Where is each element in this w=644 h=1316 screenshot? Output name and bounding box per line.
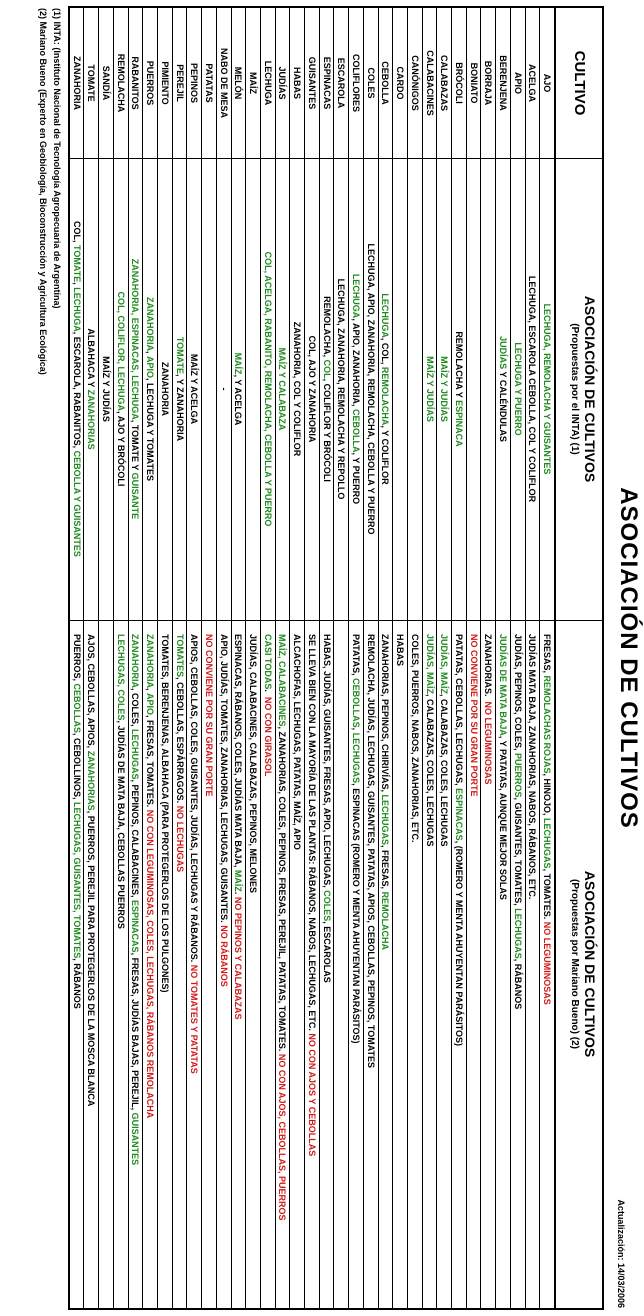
text-segment: JUDÍAS, CALABACINES, CALABAZAS, PEPINOS, MELONES xyxy=(248,634,259,894)
text-segment: HABAS xyxy=(395,634,406,667)
crop-name: PEPINOS xyxy=(189,62,200,103)
table-row xyxy=(378,8,393,1308)
crop-association-table xyxy=(68,6,604,1310)
inta-association xyxy=(276,158,290,620)
crop-name: RABANITOS xyxy=(130,56,141,110)
text-segment: , ESCAROLA, RABANITOS, xyxy=(71,331,82,451)
text-segment: NO PEPINOS Y CALABAZAS xyxy=(233,896,244,1020)
bueno-association xyxy=(261,620,275,1308)
crop-name: MELÓN xyxy=(233,66,244,100)
crop-name: MAÍZ xyxy=(248,72,259,94)
text-segment: , COL, xyxy=(380,337,391,367)
text-segment: LECHUGA, ESCAROLA CEBOLLA, COL Y COLIFLOR xyxy=(527,275,538,503)
inta-association xyxy=(320,158,334,620)
text-segment: CEBOLLA xyxy=(351,408,362,453)
inta-association xyxy=(452,158,466,620)
text-segment: REMOLACHA xyxy=(380,891,391,951)
text-segment: , FRESAS, xyxy=(380,845,391,892)
bueno-association xyxy=(217,620,231,1308)
text-segment: APIO, JUDÍAS, TOMATES, ZANAHORIAS, LECHUGAS, GUISANTES. xyxy=(218,634,229,926)
crop-name: BRÓCOLI xyxy=(453,62,464,104)
text-segment: MAÍZ xyxy=(233,352,244,375)
inta-association xyxy=(290,158,304,620)
text-segment: JUDÍAS, MAÍZ xyxy=(424,634,435,695)
text-segment: COL, COLIFLOR, LECHUGA xyxy=(115,291,126,412)
column-divider xyxy=(556,158,602,159)
text-segment: , FRESAS, JUDÍAS BAJAS, PEREJIL, xyxy=(130,952,141,1113)
table-body xyxy=(70,8,554,1308)
inta-association xyxy=(143,158,157,620)
table-row xyxy=(245,8,260,1308)
text-segment: NO CONVIENE POR SU GRAN PORTE xyxy=(468,634,479,797)
crop-name: BORRAJA xyxy=(483,60,494,106)
bueno-association xyxy=(320,620,334,1308)
text-segment: - xyxy=(218,387,229,391)
bueno-association xyxy=(540,620,554,1308)
crop-name: JUDÍAS xyxy=(277,66,288,100)
text-segment: NO CON GIRASOL xyxy=(262,696,273,777)
bueno-association xyxy=(437,620,451,1308)
inta-association xyxy=(261,158,275,620)
inta-association xyxy=(467,158,481,620)
text-segment: GUISANTE xyxy=(130,472,141,520)
text-segment: NO CON AJOS, CEBOLLAS, PUERROS xyxy=(277,1053,288,1221)
bueno-association xyxy=(173,620,187,1308)
crop-name: CARDO xyxy=(395,66,406,100)
text-segment: NO CON LEGUMINOSAS, COLES, LECHUGAS, RÁBANOS REMOLACHA xyxy=(145,809,156,1119)
text-segment: LECHUGA xyxy=(71,287,82,332)
text-segment: JUDÍAS, PEPINOS, COLES, xyxy=(512,634,523,754)
text-segment: , RÁBANOS xyxy=(71,958,82,1009)
text-segment: ZANAHORIAS. xyxy=(483,634,494,702)
column-divider xyxy=(70,620,554,621)
text-segment: JUDÍAS, MAÍZ xyxy=(439,634,450,695)
text-segment: APIO xyxy=(145,355,156,378)
crop-name: CALABAZAS xyxy=(439,55,450,111)
table-row xyxy=(525,8,540,1308)
inta-association xyxy=(349,158,363,620)
text-segment: REMOLACHAS ROJAS xyxy=(542,675,553,774)
crop-name: BERENJENA xyxy=(498,55,509,111)
text-segment: , xyxy=(351,727,362,733)
text-segment: ALBAHACA Y xyxy=(86,328,97,390)
footnote-inta: (1) INTA: (Instituto Nacional de Tecnología Agropecuaria de Argentina) xyxy=(52,8,62,309)
table-row xyxy=(436,8,451,1308)
bueno-association xyxy=(187,620,201,1308)
text-segment: , ESPINACAS (ROMERO Y MENTA AHUYENTAN PARÁSITOS) xyxy=(351,783,362,1044)
crop-name: BONIATO xyxy=(468,62,479,104)
text-segment: NO LECHUGAS xyxy=(174,805,185,873)
text-segment: NO TOMATES Y PATATAS xyxy=(189,964,200,1074)
header-bueno xyxy=(556,620,602,1308)
text-segment: , Y PUERRO xyxy=(351,452,362,505)
text-segment: NO CONVIENE POR SU GRAN PORTE xyxy=(203,634,214,797)
text-segment: APIOS, CEBOLLAS, COLES, GUISANTES, JUDÍAS, LECHUGAS Y RÁBANOS. xyxy=(189,634,200,965)
header-cultivo xyxy=(556,8,602,158)
table-row xyxy=(84,8,99,1308)
text-segment: , (ROMERO Y MENTA AHUYENTAN PARÁSITOS) xyxy=(453,840,464,1047)
crop-name: NABO DE MESA xyxy=(218,47,229,118)
text-segment: , Y ACELGA xyxy=(233,374,244,426)
header-bueno-title: ASOCIACIÓN DE CULTIVOS xyxy=(582,870,598,1058)
table-row xyxy=(128,8,143,1308)
text-segment: MAÍZ xyxy=(233,869,244,892)
bueno-association xyxy=(496,620,510,1308)
bueno-association xyxy=(276,620,290,1308)
text-segment: REMOLACHA, xyxy=(321,296,332,360)
text-segment: , xyxy=(145,350,156,356)
text-segment: , Y PATATAS, AUNQUE MEJOR SOLAS xyxy=(498,735,509,900)
text-segment: COL xyxy=(321,359,332,379)
crop-name: CEBOLLA xyxy=(380,61,391,105)
header-inta-title: ASOCIACIÓN DE CULTIVOS xyxy=(582,295,598,483)
bueno-association xyxy=(467,620,481,1308)
text-segment: MAÍZ, CALABACINES xyxy=(277,634,288,727)
text-segment: , PUERROS, PEREJIL PARA PROTEGERLOS DE LA MOSCA BLANCA xyxy=(86,810,97,1107)
text-segment: REMOLACHA xyxy=(380,366,391,426)
bueno-association xyxy=(452,620,466,1308)
crop-name: GUISANTES xyxy=(306,56,317,110)
header-bueno-subtitle: (Propuestas por Mariano Bueno) (2) xyxy=(569,878,580,1049)
text-segment: ZANAHORIA xyxy=(145,634,156,688)
table-row xyxy=(70,8,84,1308)
crop-name: PUERROS xyxy=(145,60,156,106)
table-row xyxy=(216,8,231,1308)
text-segment: , ZANAHORIAS, COLES, PEPINOS, FRESAS, PEREJIL, PATATAS, TOMATES. xyxy=(277,726,288,1054)
text-segment: COL, AJO Y ZANAHORIA xyxy=(306,335,317,443)
bueno-association xyxy=(305,620,319,1308)
column-divider xyxy=(70,158,554,159)
text-segment: AJOS, CEBOLLAS, APIOS, xyxy=(86,634,97,751)
footnote-bueno: (2) Mariano Bueno (Experto en Geobiología, Bioconstrucción y Agricultura Ecológica) xyxy=(38,8,48,375)
text-segment: , RÁBANOS xyxy=(512,958,523,1010)
inta-association xyxy=(334,158,348,620)
header-inta xyxy=(556,158,602,620)
text-segment: CEBOLLAS xyxy=(71,683,82,734)
crop-name: AJO xyxy=(542,73,553,93)
text-segment: ZANAHORIAS xyxy=(86,750,97,811)
table-row xyxy=(348,8,363,1308)
crop-name: ESPINACAS xyxy=(321,56,332,110)
text-segment: JUDÍAS xyxy=(498,336,509,370)
text-segment: CEBOLLAS xyxy=(351,678,362,728)
table-row xyxy=(98,8,113,1308)
crop-name: CALABACINES xyxy=(424,50,435,116)
text-segment: NO RÁBANOS xyxy=(218,925,229,987)
table-row xyxy=(289,8,304,1308)
bueno-association xyxy=(364,620,378,1308)
text-segment: LECHUGA, APIO, ZANAHORIA, REMOLACHA, CEBOLLA Y PUERRO xyxy=(365,243,376,535)
bueno-association xyxy=(232,620,246,1308)
text-segment: ZANAHORIA xyxy=(159,362,170,416)
crop-name: PATATAS xyxy=(203,63,214,103)
text-segment: . xyxy=(262,689,273,697)
inta-association xyxy=(393,158,407,620)
bueno-association xyxy=(246,620,260,1308)
bueno-association xyxy=(423,620,437,1308)
text-segment: MAÍZ Y ACELGA xyxy=(189,353,200,425)
table-row xyxy=(260,8,275,1308)
inta-association xyxy=(70,158,84,620)
text-segment: NO LEGUMINOSAS xyxy=(483,701,494,785)
table-row xyxy=(157,8,172,1308)
header-inta-subtitle: (Propuestas por el INTA) (1) xyxy=(569,323,580,455)
text-segment: MAÍZ Y JUDÍAS xyxy=(424,356,435,422)
table-row xyxy=(539,8,554,1308)
text-segment: , GUISANTES, TOMATES, xyxy=(512,797,523,909)
text-segment: LECHUGAS xyxy=(351,732,362,784)
footnotes xyxy=(36,8,64,375)
text-segment: ESPINACAS xyxy=(130,900,141,953)
bueno-association xyxy=(511,620,525,1308)
update-date: Actualización: 14/03/2006 xyxy=(616,1199,626,1308)
text-segment: TOMATE xyxy=(174,336,185,374)
text-segment: ESPINACAS, RÁBANOS, COLES, JUDÍAS MATA BAJA, xyxy=(233,634,244,870)
bueno-association xyxy=(393,620,407,1308)
table-row xyxy=(142,8,157,1308)
text-segment: LECHUGAS xyxy=(380,794,391,846)
text-segment: PUERROS, xyxy=(71,634,82,684)
text-segment: COL, ACELGA, RABANITO, REMOLACHA, CEBOLLA Y PUERRO xyxy=(262,251,273,527)
text-segment: , xyxy=(145,688,156,694)
text-segment: . xyxy=(233,891,244,897)
crop-name: LECHUGA xyxy=(262,60,273,106)
text-segment: LECHUGAS, COLES xyxy=(115,634,126,721)
inta-association xyxy=(364,158,378,620)
text-segment: , APIO, ZANAHORIA, xyxy=(351,318,362,409)
text-segment: LECHUGA xyxy=(380,293,391,338)
text-segment: CEBOLLA Y GUISANTES xyxy=(71,450,82,557)
crop-name: COLES xyxy=(365,67,376,99)
text-segment: Y CALÉNDULAS xyxy=(498,369,509,442)
bueno-association xyxy=(408,620,422,1308)
text-segment: PATATAS, CEBOLLAS, LECHUGAS, xyxy=(453,634,464,789)
text-segment: REMOLACHA, JUDÍAS, LECHUGAS, GUISANTES, PATATAS, APIOS, CEBOLLAS, PEPINOS, TOMATES xyxy=(365,634,376,1069)
table-row xyxy=(304,8,319,1308)
inta-association xyxy=(217,158,231,620)
text-segment: LECHUGA xyxy=(351,273,362,319)
crop-name: SANDÍA xyxy=(101,65,112,101)
text-segment: , JUDÍAS DE MATA BAJA, CEBOLLAS PUERROS xyxy=(115,720,126,929)
crop-name: TOMATE xyxy=(86,64,97,102)
table-row xyxy=(363,8,378,1308)
table-row xyxy=(510,8,525,1308)
inta-association xyxy=(437,158,451,620)
text-segment: , CALABAZAS, COLES, LECHUGAS xyxy=(439,694,450,847)
bueno-association xyxy=(143,620,157,1308)
text-segment: ZANAHORIA xyxy=(145,296,156,351)
crop-name: PEREJIL xyxy=(174,64,185,102)
bueno-association xyxy=(158,620,172,1308)
bueno-association xyxy=(290,620,304,1308)
table-row xyxy=(113,8,128,1308)
crop-name: ESCAROLA xyxy=(336,57,347,109)
bueno-association xyxy=(202,620,216,1308)
crop-name: ZANAHORIA xyxy=(71,56,82,110)
text-segment: APIO xyxy=(145,693,156,716)
inta-association xyxy=(511,158,525,620)
inta-association xyxy=(114,158,128,620)
table-row xyxy=(231,8,246,1308)
table-row xyxy=(422,8,437,1308)
crop-name: REMOLACHA xyxy=(115,53,126,113)
bueno-association xyxy=(379,620,393,1308)
inta-association xyxy=(99,158,113,620)
text-segment: , CEBOLLINOS, xyxy=(71,733,82,803)
table-row xyxy=(319,8,334,1308)
text-segment: TOMATES xyxy=(174,634,185,678)
text-segment: , Y ZANAHORIA xyxy=(174,373,185,442)
text-segment: LECHUGA, ZANAHORIA, REMOLACHA Y REPOLLO xyxy=(336,278,347,500)
text-segment: HABAS, JUDÍAS, GUISANTES, FRESAS, APIO, LECHUGAS, xyxy=(321,634,332,891)
table-row xyxy=(480,8,495,1308)
table-row xyxy=(466,8,481,1308)
header-cultivo-label: CULTIVO xyxy=(571,50,588,116)
inta-association xyxy=(129,158,143,620)
text-segment: NO CON AJOS Y CEBOLLAS xyxy=(306,1033,317,1157)
table-row xyxy=(333,8,348,1308)
text-segment: , PEPINOS, CALABACINES, xyxy=(130,779,141,901)
text-segment: , TOMATES. xyxy=(542,868,553,922)
inta-association xyxy=(540,158,554,620)
crop-name: COLIFLORES xyxy=(351,54,362,112)
text-segment: LECHUGA Y PUERRO xyxy=(512,342,523,436)
bueno-association xyxy=(114,620,128,1308)
table-row xyxy=(407,8,422,1308)
table-row xyxy=(186,8,201,1308)
text-segment: MAÍZ Y JUDÍAS xyxy=(439,356,450,422)
text-segment: ZANAHORIA, COL Y COLIFLOR xyxy=(292,321,303,457)
text-segment: PUERROS xyxy=(512,753,523,798)
text-segment: , ESCAROLAS xyxy=(321,921,332,983)
text-segment: , xyxy=(71,282,82,288)
text-segment: LECHUGAS xyxy=(512,908,523,959)
table-row xyxy=(172,8,187,1308)
text-segment: NO LEGUMINOSAS xyxy=(542,921,553,1005)
table-row xyxy=(275,8,290,1308)
crop-name: HABAS xyxy=(292,66,303,99)
text-segment: REMOLACHA Y xyxy=(453,331,464,401)
inta-association xyxy=(187,158,201,620)
crop-name: CANÓNIGOS xyxy=(409,55,420,111)
page-title: ASOCIACIÓN DE CULTIVOS xyxy=(615,487,642,829)
inta-association xyxy=(85,158,99,620)
text-segment: TOMATES, BERENJENAS, ALBAHACA (PARA PROTEGERLOS DE LOS PULGONES) xyxy=(159,634,170,993)
bueno-association xyxy=(526,620,540,1308)
text-segment: JUDÍAS MATA BAJA, ZANAHORIAS, NABOS, RÁBANOS, ETC. xyxy=(527,634,538,900)
text-segment: ZANAHORIAS xyxy=(86,389,97,450)
table-row xyxy=(201,8,216,1308)
bueno-association xyxy=(129,620,143,1308)
text-segment: FRESAS, xyxy=(542,634,553,676)
bueno-association xyxy=(99,620,113,1308)
crop-name: PIMIENTO xyxy=(159,61,170,105)
inta-association xyxy=(246,158,260,620)
table-row xyxy=(495,8,510,1308)
text-segment: , LECHUGA Y TOMATES xyxy=(145,378,156,482)
bueno-association xyxy=(85,620,99,1308)
text-segment: LECHUGAS, GUISANTES, TOMATES xyxy=(71,802,82,959)
text-segment: CASI TODAS xyxy=(262,634,273,690)
inta-association xyxy=(379,158,393,620)
crop-name: APIO xyxy=(512,71,523,94)
text-segment: ZANAHORIA xyxy=(130,634,141,688)
bueno-association xyxy=(334,620,348,1308)
text-segment: MAÍZ Y CALABAZA xyxy=(277,347,288,431)
inta-association xyxy=(481,158,495,620)
inta-association xyxy=(305,158,319,620)
text-segment: ZANAHORIA, ESPINACAS, LECHUGA xyxy=(130,258,141,420)
text-segment: JUDÍAS DE MATA BAJA xyxy=(498,634,509,736)
crop-name: ACELGA xyxy=(527,64,538,102)
inta-association xyxy=(496,158,510,620)
table-row xyxy=(392,8,407,1308)
text-segment: , CEBOLLAS, ESPÁRRAGOS. xyxy=(174,677,185,806)
text-segment: ESPINACA xyxy=(453,400,464,447)
text-segment: LECHUGA, REMOLACHA Y GUISANTES xyxy=(542,303,553,475)
text-segment: , HINOJO, xyxy=(542,773,553,819)
text-segment: , Y COLIFLOR xyxy=(380,425,391,485)
inta-association xyxy=(158,158,172,620)
inta-association xyxy=(408,158,422,620)
text-segment: ESPINACAS xyxy=(453,788,464,841)
text-segment: , TOMATE Y xyxy=(130,419,141,473)
text-segment: COL, xyxy=(71,221,82,246)
text-segment: , COLIFLOR Y BRÓCOLI xyxy=(321,378,332,482)
inta-association xyxy=(173,158,187,620)
inta-association xyxy=(232,158,246,620)
column-divider xyxy=(556,620,602,621)
text-segment: LECHUGAS xyxy=(130,729,141,780)
bueno-association xyxy=(481,620,495,1308)
inta-association xyxy=(423,158,437,620)
text-segment: COLES, PUERROS, NABOS, ZANAHORIAS, ETC. xyxy=(409,634,420,843)
text-segment: , FRESAS, TOMATES. xyxy=(145,715,156,810)
text-segment: LECHUGAS xyxy=(542,818,553,869)
text-segment: GUISANTES xyxy=(130,1112,141,1166)
text-segment: COLES xyxy=(321,890,332,922)
inta-association xyxy=(526,158,540,620)
text-segment: , AJO Y BRÓCOLI xyxy=(115,411,126,487)
text-segment: ALCACHOFAS, LECHUGAS, PATATAS, MAÍZ, APIO xyxy=(292,634,303,850)
text-segment: MAÍZ Y JUDÍAS xyxy=(101,356,112,422)
table-row xyxy=(451,8,466,1308)
text-segment: , COLES, xyxy=(130,688,141,730)
text-segment: ZANAHORIAS, PEPINOS, CHIRIVÍAS, xyxy=(380,634,391,795)
text-segment: SE LLEVA BIEN CON LA MAYORÍA DE LAS PLANTAS: RÁBANOS, NABOS, LECHUGAS, ETC. xyxy=(306,634,317,1034)
text-segment: TOMATE xyxy=(71,245,82,283)
text-segment: PATATAS, xyxy=(351,634,362,679)
bueno-association xyxy=(70,620,84,1308)
bueno-association xyxy=(349,620,363,1308)
inta-association xyxy=(202,158,216,620)
text-segment: , CALABAZAS, COLES, LECHUGAS xyxy=(424,694,435,847)
table-header xyxy=(554,8,602,1308)
